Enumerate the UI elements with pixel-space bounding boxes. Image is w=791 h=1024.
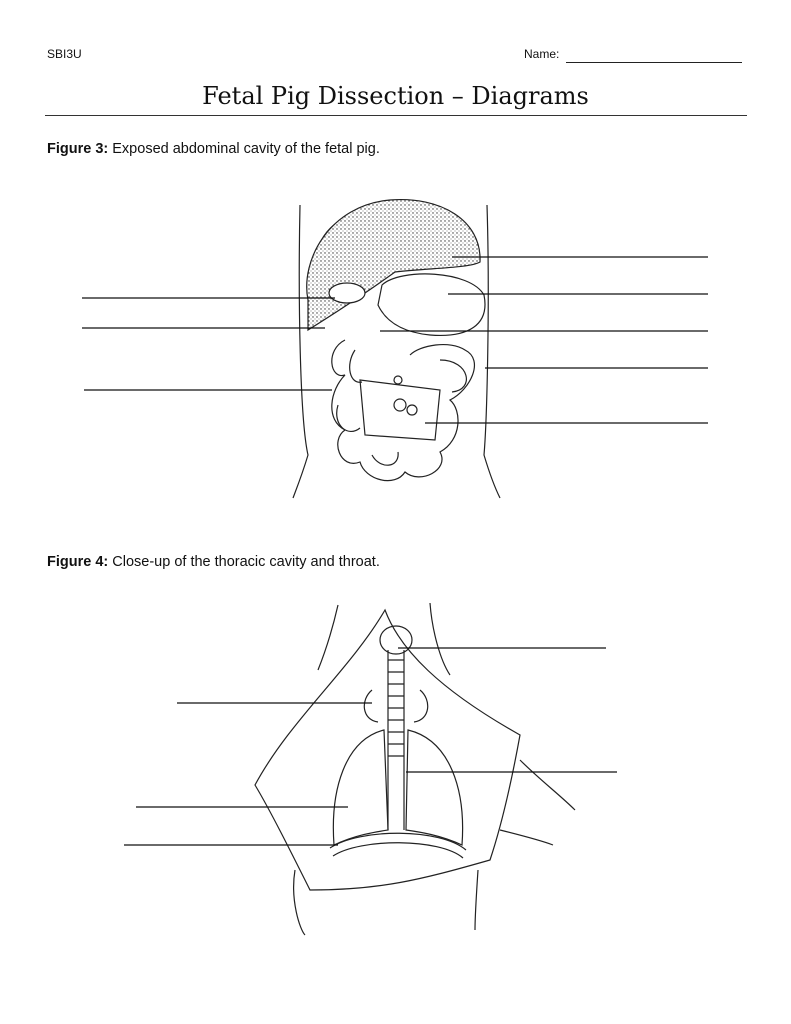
figure-4-label: Figure 4: — [47, 554, 109, 570]
trachea — [388, 650, 404, 830]
diaphragm — [330, 833, 466, 858]
figure-4-label-lines — [124, 648, 617, 845]
figure-3-text: Exposed abdominal cavity of the fetal pig. — [112, 141, 380, 157]
course-code: SBI3U — [47, 47, 82, 61]
figure-3-label: Figure 3: — [47, 141, 109, 157]
figure-4-text: Close-up of the thoracic cavity and throat. — [112, 554, 380, 570]
name-label: Name: — [524, 47, 560, 61]
lungs — [333, 730, 462, 845]
skin-flap-outline — [255, 603, 575, 935]
page-title: Fetal Pig Dissection – Diagrams — [202, 82, 589, 110]
